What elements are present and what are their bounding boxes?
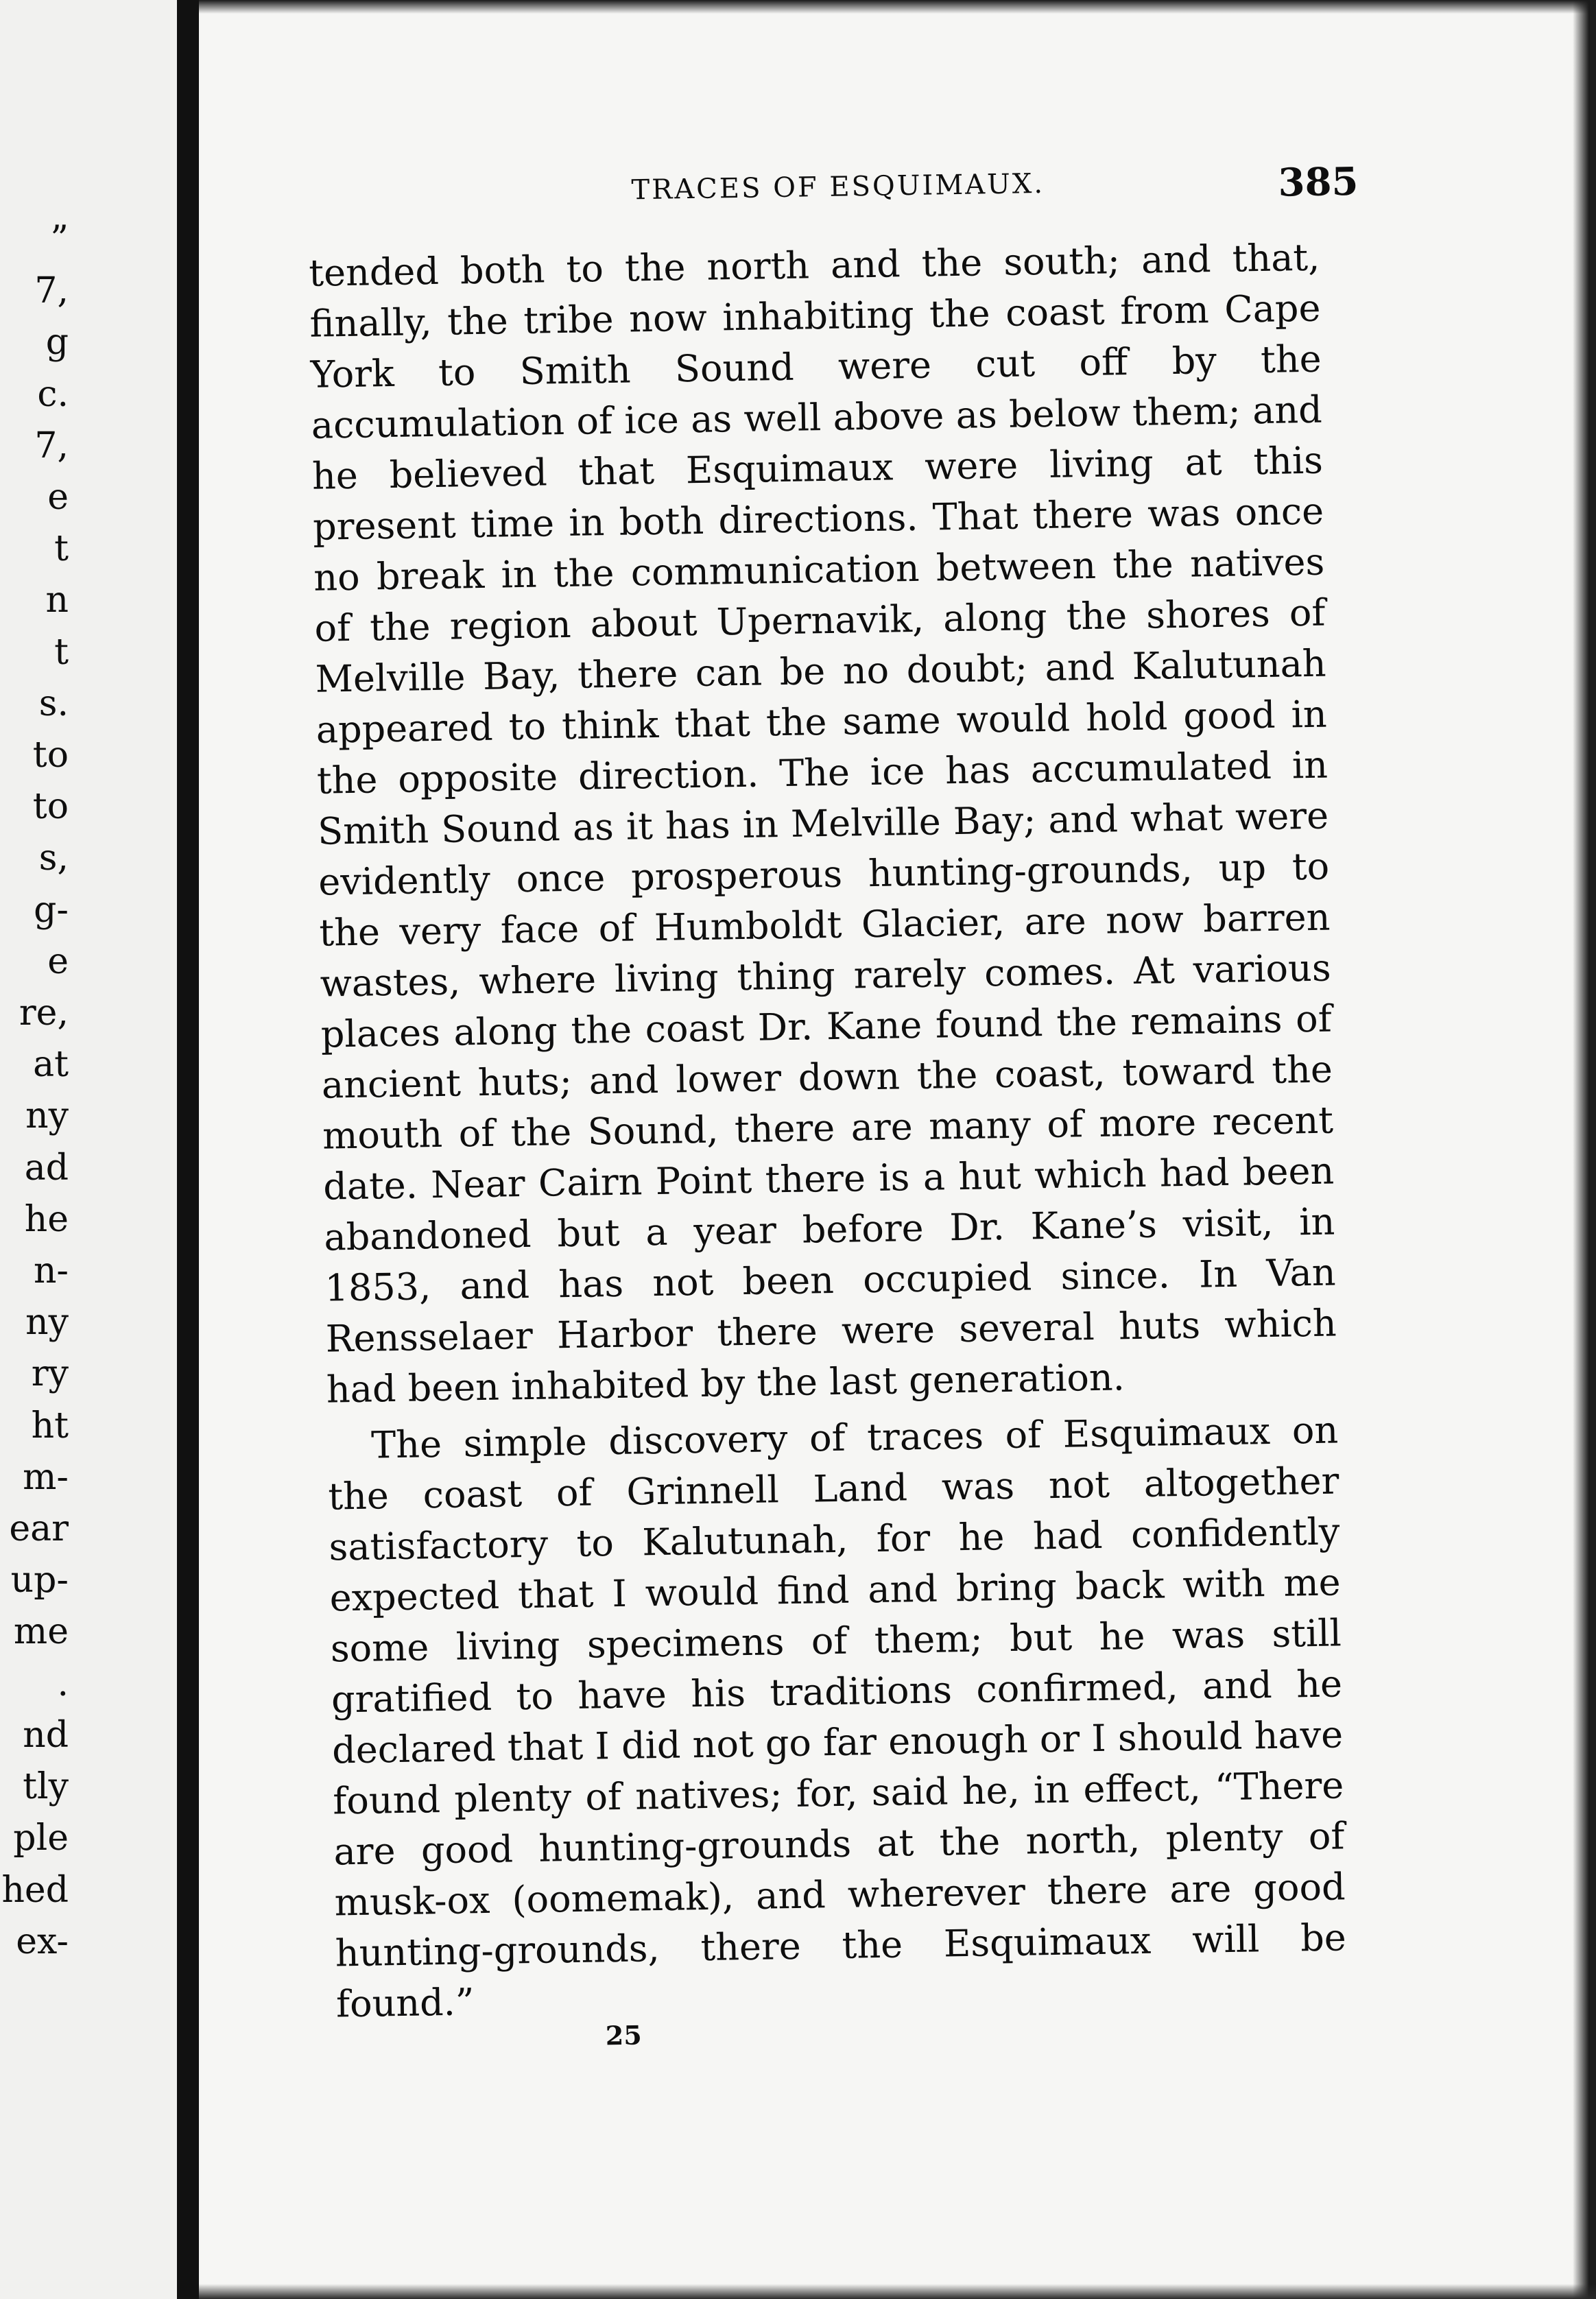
book-gutter (177, 0, 199, 2299)
previous-page-fragment: to (32, 735, 69, 776)
previous-page-fragment: e (47, 940, 69, 982)
body-text (309, 233, 1348, 2030)
previous-page-fragment: s, (38, 837, 69, 879)
previous-page-fragment: t (54, 631, 69, 673)
previous-page-fragment: ple (13, 1818, 69, 1859)
previous-page-fragment: c. (37, 373, 69, 415)
running-head-title: TRACES OF ESQUIMAUX. (631, 167, 1045, 206)
previous-page-fragment: ex- (16, 1920, 69, 1962)
previous-page-fragment: ” (50, 219, 69, 260)
page-number: 385 (1278, 158, 1359, 206)
previous-page-fragment: re, (19, 992, 69, 1034)
previous-page-fragments (0, 214, 69, 1968)
previous-page-fragment: tly (23, 1766, 69, 1808)
right-edge-shadow (1573, 0, 1596, 2299)
previous-page-fragment: g- (34, 889, 69, 931)
previous-page-fragment: n (45, 580, 69, 621)
running-head (288, 156, 1359, 228)
previous-page-fragment: he (24, 1198, 69, 1240)
signature-mark: 25 (605, 2019, 643, 2051)
previous-page-fragment: 7, (34, 270, 69, 312)
paragraph-1: tended both to the north and the south; and that, finally, the tribe now inhabiting the coast from Cape York to Smith Sound were cut off by the accumulation of ice as well above as below them; and he believed that Esquimaux were living at this present time in both directions. That there was once no break in the communication between the natives of the region about Upernavik, along the shores of Melville Bay, there can be no doubt; and Kalutunah appeared to think that the same would hold good in the opposite direction. The ice has accumulated in Smith Sound as it has in Melville Bay; and what were evidently once prosperous hunting-grounds, up to the very face of Humboldt Glacier, are now barren wastes, where living thing rarely comes. At various places along the coast Dr. Kane found the remains of ancient huts; and lower down the coast, toward the mouth of the Sound, there are many of more recent date. Near Cairn Point there is a hut which had been abandoned but a year before Dr. Kane’s visit, in 1853, and has not been occupied since. In Van Rensselaer Harbor there were several huts which had been inhabited by the last generation. (308, 235, 1337, 1411)
previous-page-fragment: t (54, 528, 69, 570)
page-385 (288, 156, 1387, 2080)
bottom-edge-shadow (199, 2284, 1596, 2299)
previous-page-fragment: ny (25, 1302, 69, 1344)
previous-page-edge (0, 0, 177, 2299)
previous-page-fragment: ry (31, 1353, 69, 1395)
previous-page-fragment: ear (9, 1508, 69, 1550)
previous-page-fragment: at (33, 1044, 69, 1086)
previous-page-fragment: to (32, 786, 69, 828)
previous-page-fragment: e (47, 477, 69, 519)
previous-page-fragment: me (13, 1611, 69, 1653)
previous-page-fragment: hed (1, 1869, 69, 1911)
previous-page-fragment: ht (31, 1405, 69, 1446)
previous-page-fragment: g (45, 322, 69, 364)
previous-page-fragment: 7, (34, 425, 69, 466)
previous-page-fragment: m- (23, 1456, 69, 1498)
previous-page-fragment: up- (10, 1560, 69, 1601)
previous-page-fragment: . (57, 1663, 69, 1704)
paragraph-2: The simple discovery of traces of Esquimaux on the coast of Grinnell Land was not altogether satisfactory to Kalutunah, for he had confidently expected that I would find and bring back with me some living specimens of them; but he was still gratified to have his traditions confirmed, and he declared that I did not go far enough or I should have found plenty of natives; for, said he, in effect, “There are good hunting-grounds at the north, plenty of musk-ox (oomemak), and wherever there are good hunting-grounds, there the Esquimaux will be found.” (327, 1408, 1347, 2026)
previous-page-fragment: n- (33, 1250, 69, 1292)
previous-page-fragment: ny (25, 1095, 69, 1137)
previous-page-fragment: nd (23, 1714, 69, 1756)
previous-page-fragment: ad (24, 1147, 69, 1189)
previous-page-fragment: s. (38, 682, 69, 724)
top-edge-shadow (199, 0, 1596, 14)
